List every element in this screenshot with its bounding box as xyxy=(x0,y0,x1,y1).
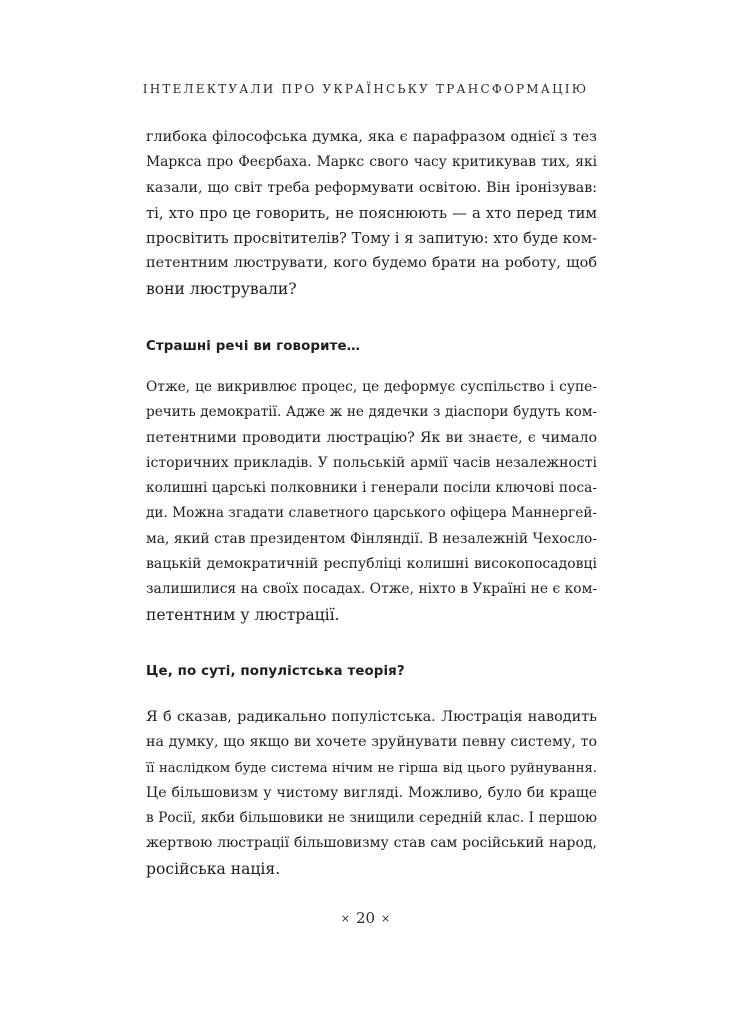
text-line: Це більшовизм у чистому вигляді. Можливо, було би краще xyxy=(146,784,597,801)
text-line: казали, що світ треба реформувати освітою. Він іронізував: xyxy=(146,179,597,196)
text-line: ди. Можна згадати славетного царського офіцера Маннергей- xyxy=(146,505,597,522)
running-head: ІНТЕЛЕКТУАЛИ ПРО УКРАЇНСЬКУ ТРАНСФОРМАЦІЮ xyxy=(142,82,589,96)
text-line: залишилися на своїх посадах. Отже, ніхто в Україні не є ком- xyxy=(146,581,597,598)
text-line: вони люстрували? xyxy=(146,279,297,298)
text-line: вацькій демократичній республіці колишні високопосадовці xyxy=(146,556,597,573)
text-line: російська нація. xyxy=(146,859,281,878)
text-line: ма, який став президентом Фінляндії. В незалежній Чехосло- xyxy=(146,530,597,547)
ornament-left: × xyxy=(340,912,350,925)
page-number: 20 xyxy=(355,909,376,927)
page-footer xyxy=(0,909,731,927)
text-line: історичних прикладів. У польській армії часів незалежності xyxy=(146,454,597,471)
text-line: петентним люструвати, кого будемо брати на роботу, щоб xyxy=(146,255,597,272)
text-line: Маркса про Феєрбаха. Маркс свого часу критикував тих, які xyxy=(146,154,597,171)
interview-question-1: Страшні речі ви говорите… xyxy=(146,339,361,354)
paragraph-1 xyxy=(146,125,597,302)
ornament-right: × xyxy=(381,912,391,925)
text-line: на думку, що якщо ви хочете зруйнувати певну систему, то xyxy=(146,734,597,751)
text-line: речить демократії. Адже ж не дядечки з діаспори будуть ком- xyxy=(146,404,597,421)
text-line: колишні царські полковники і генерали посіли ключові поса- xyxy=(146,480,597,497)
paragraph-3 xyxy=(146,705,597,882)
text-line: в Росії, якби більшовики не знищили середній клас. І першою xyxy=(146,810,597,827)
text-line: ті, хто про це говорить, не пояснюють — а хто перед тим xyxy=(146,204,597,222)
paragraph-2 xyxy=(146,375,597,628)
interview-question-2: Це, по суті, популістська теорія? xyxy=(146,664,405,679)
text-line: петентними проводити люстрацію? Як ви знаєте, є чимало xyxy=(146,429,597,446)
text-line: її наслідком буде система нічим не гірша від цього руйнування. xyxy=(146,760,597,776)
text-line: петентним у люстрації. xyxy=(146,605,340,624)
text-line: Я б сказав, радикально популістська. Люстрація наводить xyxy=(146,709,597,725)
text-line: глибока філософська думка, яка є парафразом однієї з тез xyxy=(146,129,597,145)
text-line: жертвою люстрації більшовизму став сам російський народ, xyxy=(146,835,597,852)
text-line: Отже, це викривлює процес, це деформує суспільство і супе- xyxy=(146,379,597,395)
text-line: просвітить просвітителів? Тому і я запитую: хто буде ком- xyxy=(146,230,597,248)
